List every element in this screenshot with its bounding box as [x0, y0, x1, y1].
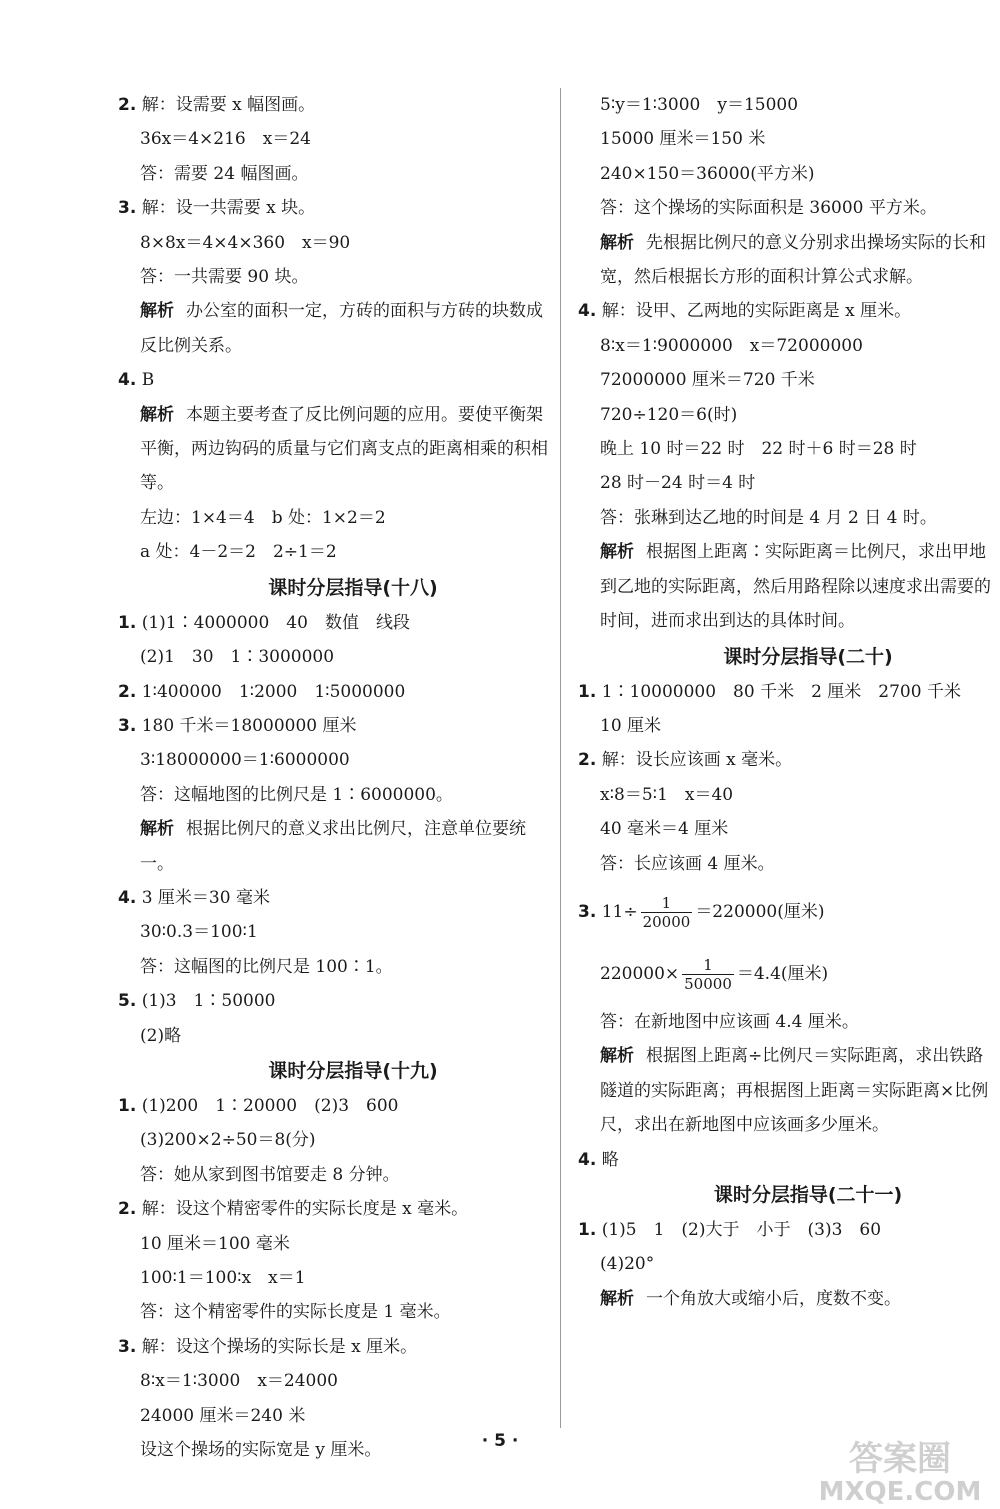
s20-q3-line-1: 3. 11÷ $\frac{1}{20000}$ ＝220000(厘米)	[578, 893, 825, 931]
analysis-tag: 解析	[600, 1288, 634, 1309]
analysis-tag: 解析	[140, 819, 174, 840]
page-number: · 5 ·	[481, 1431, 519, 1451]
s20-q2-line-3: 40 毫米＝4 厘米	[600, 819, 729, 840]
s20-q2-line-2: x∶8＝5∶1 x＝40	[600, 784, 734, 805]
answer-3-line-1: 3. 解：设一共需要 x 块。	[118, 198, 316, 219]
cont-line-3: 240×150＝36000(平方米)	[600, 163, 815, 184]
answer-4-line-1: 4. B	[118, 370, 155, 391]
s20-q3-line-3: 答：在新地图中应该画 4.4 厘米。	[600, 1011, 859, 1032]
s18-q4-line-3: 答：这幅图的比例尺是 100∶1。	[140, 956, 393, 977]
fraction: $\frac{1}{20000}$	[642, 893, 691, 931]
s18-q3-line-3: 答：这幅地图的比例尺是 1∶6000000。	[140, 784, 453, 805]
question-number: 4.	[118, 887, 137, 908]
s19-q1-line-3: 答：她从家到图书馆要走 8 分钟。	[140, 1164, 400, 1185]
analysis-tag: 解析	[600, 232, 634, 253]
s18-q3-line-1: 3. 180 千米＝18000000 厘米	[118, 715, 357, 736]
s21-q1-line-1: 1. (1)5 1 (2)大于 小于 (3)3 60	[578, 1219, 882, 1240]
question-number: 4.	[578, 301, 597, 322]
answer-2-line-2: 36x＝4×216 x＝24	[140, 129, 311, 150]
question-number: 2.	[118, 95, 137, 115]
watermark-bottom-text: MXQE.COM	[818, 1477, 982, 1506]
r-q4-line-1: 4. 解：设甲、乙两地的实际距离是 x 厘米。	[578, 301, 912, 322]
s18-q2-line-1: 2. 1∶400000 1∶2000 1∶5000000	[118, 681, 406, 702]
question-number: 4.	[578, 1149, 597, 1170]
s18-q1-line-1: 1. (1)1∶4000000 40 数值 线段	[118, 612, 410, 633]
s19-q2-line-1: 2. 解：设这个精密零件的实际长度是 x 毫米。	[118, 1199, 469, 1220]
watermark-logo	[810, 1428, 990, 1506]
answer-4-line-2: 左边：1×4＝4 b 处：1×2＝2	[140, 507, 386, 528]
question-number: 1.	[578, 681, 597, 702]
s18-q1-line-2: (2)1 30 1∶3000000	[140, 647, 335, 668]
analysis-tag: 解析	[600, 542, 634, 563]
s19-q1-line-2: (3)200×2÷50＝8(分)	[140, 1130, 316, 1151]
cont-line-1: 5∶y＝1∶3000 y＝15000	[600, 95, 799, 115]
s20-q1-line-1: 1. 1∶10000000 80 千米 2 厘米 2700 千米	[578, 681, 961, 702]
s20-q1-line-2: 10 厘米	[600, 715, 662, 736]
right-column	[578, 88, 998, 1316]
answer-4-analysis: 解析 本题主要考查了反比例问题的应用。要使平衡架平衡，两边钩码的质量与它们离支点的距离相乘的积相等。	[140, 404, 548, 494]
r-q4-line-2: 8∶x＝1∶9000000 x＝72000000	[600, 335, 863, 356]
r-q4-analysis: 解析 根据图上距离∶实际距离＝比例尺，求出甲地到乙地的实际距离，然后用路程除以速度求出需要的时间，进而求出到达的具体时间。	[600, 542, 991, 632]
s20-q3-analysis: 解析 根据图上距离÷比例尺＝实际距离，求出铁路隧道的实际距离；再根据图上距离＝实际距离×比例尺，求出在新地图中应该画多少厘米。	[600, 1046, 989, 1136]
question-number: 1.	[578, 1219, 597, 1240]
r-q4-line-5: 晚上 10 时＝22 时 22 时＋6 时＝28 时	[600, 439, 917, 460]
s19-q1-line-1: 1. (1)200 1∶20000 (2)3 600	[118, 1095, 399, 1116]
cont-analysis: 解析 先根据比例尺的意义分别求出操场实际的长和宽，然后根据长方形的面积计算公式求解。	[600, 232, 986, 288]
analysis-tag: 解析	[140, 404, 174, 425]
answer-3-analysis: 解析 办公室的面积一定，方砖的面积与方砖的块数成反比例关系。	[140, 301, 543, 356]
question-number: 3.	[578, 901, 597, 922]
question-number: 3.	[118, 1336, 137, 1357]
s20-q2-line-4: 答：长应该画 4 厘米。	[600, 853, 775, 874]
s18-q4-line-2: 30∶0.3＝100∶1	[140, 922, 258, 943]
r-q4-line-7: 答：张琳到达乙地的时间是 4 月 2 日 4 时。	[600, 507, 937, 528]
question-number: 5.	[118, 991, 137, 1012]
s18-q4-line-1: 4. 3 厘米＝30 毫米	[118, 887, 270, 908]
section-title-20: 课时分层指导(二十)	[723, 645, 893, 668]
question-number: 4.	[118, 370, 137, 391]
analysis-tag: 解析	[600, 1046, 634, 1067]
s19-q2-line-4: 答：这个精密零件的实际长度是 1 毫米。	[140, 1302, 451, 1323]
column-divider	[560, 88, 561, 1428]
s20-q4-line-1: 4. 略	[578, 1149, 619, 1170]
r-q4-line-3: 72000000 厘米＝720 千米	[600, 370, 815, 391]
s18-q3-analysis: 解析 根据比例尺的意义求出比例尺，注意单位要统一。	[140, 819, 526, 874]
s21-q1-line-2: (4)20°	[600, 1254, 655, 1275]
s19-q3-line-2: 8∶x＝1∶3000 x＝24000	[140, 1371, 338, 1392]
left-column	[118, 88, 548, 1467]
question-number: 3.	[118, 715, 137, 736]
cont-line-4: 答：这个操场的实际面积是 36000 平方米。	[600, 198, 937, 219]
answer-3-line-3: 答：一共需要 90 块。	[140, 267, 309, 288]
question-number: 3.	[118, 198, 137, 219]
answer-2-line-1: 2. 解：设需要 x 幅图画。	[118, 95, 316, 115]
analysis-tag: 解析	[140, 301, 174, 322]
s20-q2-line-1: 2. 解：设长应该画 x 毫米。	[578, 750, 793, 771]
cont-line-2: 15000 厘米＝150 米	[600, 129, 766, 150]
answer-2-line-3: 答：需要 24 幅图画。	[140, 163, 309, 184]
s19-q2-line-3: 100∶1＝100∶x x＝1	[140, 1268, 306, 1288]
s18-q3-line-2: 3∶18000000＝1∶6000000	[140, 750, 350, 771]
s19-q2-line-2: 10 厘米＝100 毫米	[140, 1233, 290, 1254]
watermark-top-text: 答案圈	[849, 1439, 951, 1479]
question-number: 2.	[118, 1199, 137, 1220]
question-number: 1.	[118, 612, 137, 633]
s18-q5-line-1: 5. (1)3 1∶50000	[118, 991, 276, 1012]
section-title-18: 课时分层指导(十八)	[268, 576, 438, 599]
question-number: 2.	[118, 681, 137, 702]
r-q4-line-4: 720÷120＝6(时)	[600, 404, 738, 425]
question-number: 1.	[118, 1095, 137, 1116]
question-number: 2.	[578, 750, 597, 771]
r-q4-line-6: 28 时－24 时＝4 时	[600, 473, 756, 494]
s19-q3-line-1: 3. 解：设这个操场的实际长是 x 厘米。	[118, 1336, 418, 1357]
s19-q3-line-3: 24000 厘米＝240 米	[140, 1405, 306, 1426]
s19-q3-line-4: 设这个操场的实际宽是 y 厘米。	[140, 1440, 382, 1461]
s18-q5-line-2: (2)略	[140, 1025, 182, 1046]
s20-q3-line-2: 220000× $\frac{1}{50000}$ ＝4.4(厘米)	[600, 955, 829, 993]
answer-4-line-3: a 处：4－2＝2 2÷1＝2	[140, 542, 337, 563]
fraction: $\frac{1}{50000}$	[684, 955, 732, 993]
s21-q1-analysis: 解析 一个角放大或缩小后，度数不变。	[600, 1288, 901, 1309]
answer-3-line-2: 8×8x＝4×4×360 x＝90	[140, 232, 351, 253]
section-title-21: 课时分层指导(二十一)	[713, 1183, 903, 1206]
section-title-19: 课时分层指导(十九)	[268, 1059, 438, 1082]
